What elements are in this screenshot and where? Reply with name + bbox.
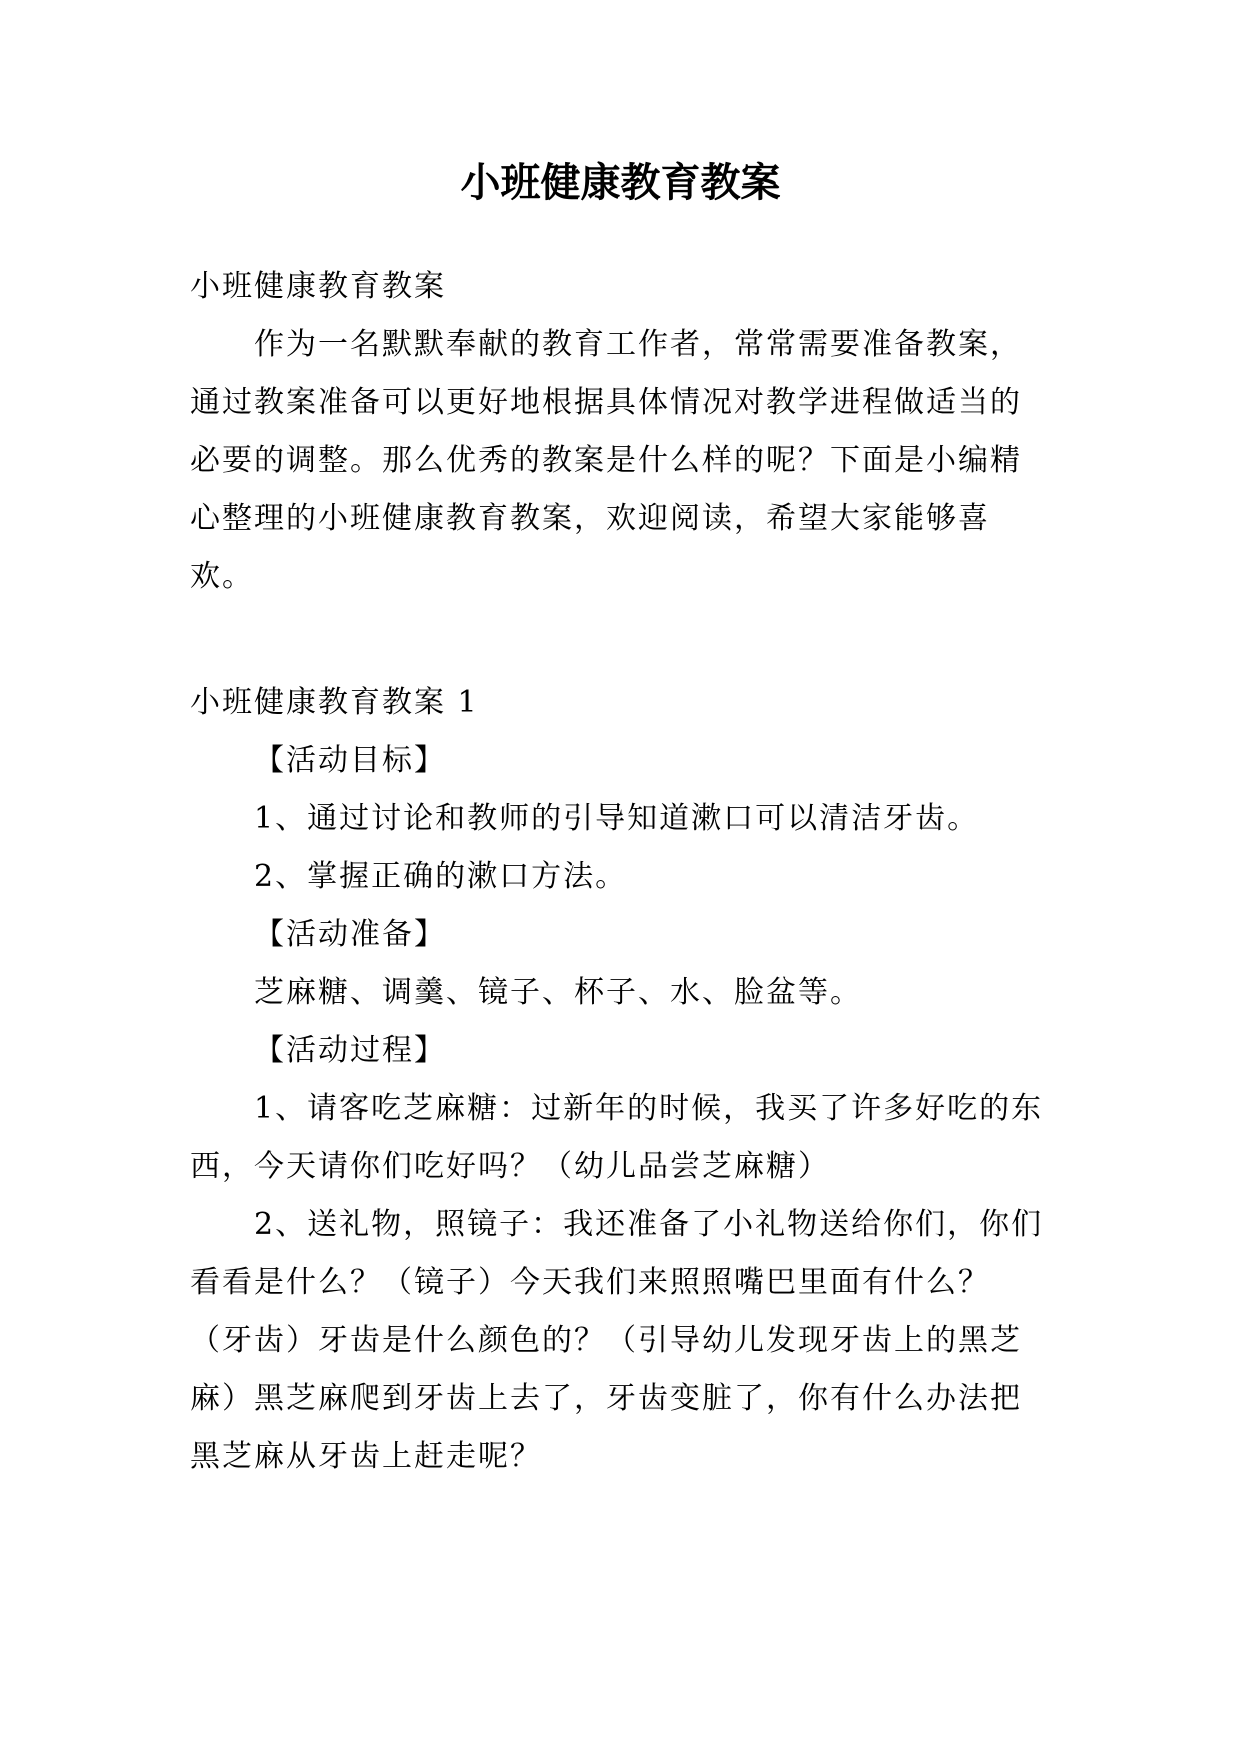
process-item-2: 2、送礼物，照镜子：我还准备了小礼物送给你们，你们看看是什么？（镜子）今天我们来照照嘴巴里面有什么？（牙齿）牙齿是什么颜色的？（引导幼儿发现牙齿上的黑芝麻）黑芝麻爬到牙齿上去了，牙齿变脏了，你有什么办法把黑芝麻从牙齿上赶走呢？ [190,1207,1044,1474]
intro-heading: 小班健康教育教案 [190,269,446,304]
section-1 [190,674,1050,1486]
document-title: 小班健康教育教案 [460,159,781,206]
section-1-heading: 小班健康教育教案 1 [190,685,479,720]
prep-text: 芝麻糖、调羹、镜子、杯子、水、脸盆等。 [254,975,862,1010]
intro-paragraph: 作为一名默默奉献的教育工作者，常常需要准备教案，通过教案准备可以更好地根据具体情况对教学进程做适当的必要的调整。那么优秀的教案是什么样的呢？下面是小编精心整理的小班健康教育教案，欢迎阅读，希望大家能够喜欢。 [190,327,1022,594]
goal-heading: 【活动目标】 [254,743,446,778]
process-heading: 【活动过程】 [254,1033,446,1068]
prep-heading: 【活动准备】 [254,917,446,952]
process-item-1: 1、请客吃芝麻糖：过新年的时候，我买了许多好吃的东西，今天请你们吃好吗？（幼儿品尝芝麻糖） [190,1091,1044,1184]
intro-block [190,258,1050,606]
goal-item-2: 2、掌握正确的漱口方法。 [254,859,628,894]
goal-item-1: 1、通过讨论和教师的引导知道漱口可以清洁牙齿。 [254,801,980,836]
